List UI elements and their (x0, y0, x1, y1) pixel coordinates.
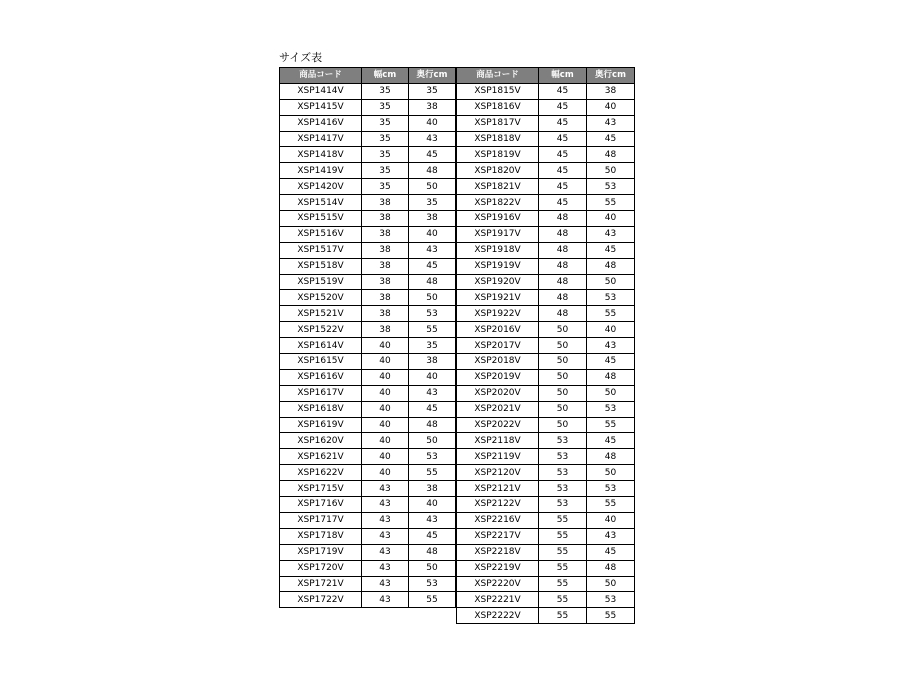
header-depth: 奥行cm (587, 68, 635, 84)
cell-product-code: XSP2221V (457, 592, 539, 608)
cell-product-code: XSP1514V (280, 195, 362, 211)
cell-depth: 55 (587, 497, 635, 513)
table-row (280, 433, 456, 449)
cell-width: 55 (539, 528, 587, 544)
cell-depth: 53 (587, 179, 635, 195)
cell-depth: 40 (587, 211, 635, 227)
cell-depth: 50 (409, 179, 456, 195)
table-row (457, 99, 635, 115)
cell-width: 48 (539, 274, 587, 290)
cell-product-code: XSP1620V (280, 433, 362, 449)
cell-depth: 55 (409, 592, 456, 608)
cell-depth: 55 (409, 465, 456, 481)
table-row (280, 354, 456, 370)
cell-width: 43 (362, 497, 409, 513)
cell-product-code: XSP2118V (457, 433, 539, 449)
cell-depth: 40 (587, 322, 635, 338)
table-row (280, 274, 456, 290)
cell-product-code: XSP2122V (457, 497, 539, 513)
cell-product-code: XSP1716V (280, 497, 362, 513)
cell-width: 43 (362, 544, 409, 560)
cell-product-code: XSP1920V (457, 274, 539, 290)
cell-depth: 45 (587, 131, 635, 147)
cell-product-code: XSP1615V (280, 354, 362, 370)
table-row (457, 131, 635, 147)
cell-product-code: XSP2218V (457, 544, 539, 560)
table-row (280, 179, 456, 195)
cell-product-code: XSP2016V (457, 322, 539, 338)
table-row (280, 338, 456, 354)
cell-width: 45 (539, 115, 587, 131)
header-width: 幅cm (539, 68, 587, 84)
cell-width: 45 (539, 99, 587, 115)
cell-product-code: XSP1720V (280, 560, 362, 576)
cell-width: 50 (539, 401, 587, 417)
cell-width: 40 (362, 354, 409, 370)
table-row (457, 401, 635, 417)
cell-depth: 38 (409, 354, 456, 370)
cell-width: 40 (362, 338, 409, 354)
cell-width: 40 (362, 449, 409, 465)
cell-width: 50 (539, 354, 587, 370)
cell-width: 48 (539, 242, 587, 258)
header-width: 幅cm (362, 68, 409, 84)
cell-depth: 35 (409, 338, 456, 354)
cell-depth: 45 (587, 242, 635, 258)
header-depth: 奥行cm (409, 68, 456, 84)
cell-depth: 43 (587, 115, 635, 131)
cell-width: 55 (539, 592, 587, 608)
cell-depth: 45 (409, 401, 456, 417)
cell-width: 40 (362, 433, 409, 449)
cell-product-code: XSP1815V (457, 83, 539, 99)
table-row (457, 528, 635, 544)
size-table-left (279, 67, 456, 608)
cell-product-code: XSP1419V (280, 163, 362, 179)
cell-product-code: XSP2119V (457, 449, 539, 465)
cell-depth: 43 (587, 226, 635, 242)
cell-width: 35 (362, 99, 409, 115)
cell-width: 53 (539, 433, 587, 449)
cell-depth: 50 (587, 385, 635, 401)
cell-product-code: XSP1819V (457, 147, 539, 163)
cell-depth: 53 (409, 306, 456, 322)
cell-width: 40 (362, 417, 409, 433)
cell-product-code: XSP2120V (457, 465, 539, 481)
cell-product-code: XSP1617V (280, 385, 362, 401)
table-body-right (457, 83, 635, 623)
table-row (280, 306, 456, 322)
table-row (280, 195, 456, 211)
cell-product-code: XSP2220V (457, 576, 539, 592)
cell-depth: 48 (587, 369, 635, 385)
cell-width: 55 (539, 560, 587, 576)
cell-width: 53 (539, 481, 587, 497)
cell-product-code: XSP1414V (280, 83, 362, 99)
cell-product-code: XSP1518V (280, 258, 362, 274)
cell-width: 45 (539, 147, 587, 163)
cell-depth: 43 (409, 385, 456, 401)
cell-width: 48 (539, 226, 587, 242)
cell-product-code: XSP1522V (280, 322, 362, 338)
cell-product-code: XSP1816V (457, 99, 539, 115)
cell-width: 38 (362, 195, 409, 211)
cell-depth: 50 (409, 290, 456, 306)
table-row (280, 131, 456, 147)
cell-depth: 50 (587, 274, 635, 290)
cell-product-code: XSP1822V (457, 195, 539, 211)
table-row (280, 512, 456, 528)
cell-product-code: XSP1517V (280, 242, 362, 258)
cell-product-code: XSP2020V (457, 385, 539, 401)
cell-width: 53 (539, 449, 587, 465)
cell-depth: 53 (409, 449, 456, 465)
table-header-row (457, 68, 635, 84)
table-row (457, 242, 635, 258)
table-row (280, 576, 456, 592)
cell-product-code: XSP1820V (457, 163, 539, 179)
table-row (280, 369, 456, 385)
cell-width: 40 (362, 401, 409, 417)
table-row (280, 290, 456, 306)
cell-width: 50 (539, 417, 587, 433)
cell-width: 50 (539, 338, 587, 354)
cell-width: 38 (362, 226, 409, 242)
cell-width: 45 (539, 179, 587, 195)
cell-width: 50 (539, 385, 587, 401)
size-table-right (456, 67, 635, 624)
cell-product-code: XSP1519V (280, 274, 362, 290)
table-row (457, 592, 635, 608)
cell-product-code: XSP1818V (457, 131, 539, 147)
cell-product-code: XSP1619V (280, 417, 362, 433)
cell-product-code: XSP1719V (280, 544, 362, 560)
cell-width: 38 (362, 322, 409, 338)
cell-depth: 38 (587, 83, 635, 99)
cell-width: 45 (539, 83, 587, 99)
table-row (280, 417, 456, 433)
cell-depth: 38 (409, 211, 456, 227)
table-row (280, 449, 456, 465)
table-row (457, 179, 635, 195)
cell-product-code: XSP2017V (457, 338, 539, 354)
table-row (280, 226, 456, 242)
cell-width: 43 (362, 481, 409, 497)
cell-depth: 45 (409, 258, 456, 274)
table-row (457, 385, 635, 401)
cell-width: 38 (362, 274, 409, 290)
cell-width: 45 (539, 163, 587, 179)
cell-depth: 53 (587, 290, 635, 306)
cell-depth: 45 (587, 544, 635, 560)
cell-width: 38 (362, 242, 409, 258)
cell-width: 53 (539, 465, 587, 481)
table-row (457, 544, 635, 560)
cell-width: 50 (539, 322, 587, 338)
cell-width: 38 (362, 211, 409, 227)
cell-product-code: XSP1416V (280, 115, 362, 131)
cell-depth: 48 (409, 163, 456, 179)
table-row (457, 369, 635, 385)
cell-product-code: XSP2019V (457, 369, 539, 385)
table-row (457, 354, 635, 370)
cell-depth: 55 (587, 417, 635, 433)
table-row (280, 163, 456, 179)
cell-product-code: XSP2217V (457, 528, 539, 544)
table-row (457, 449, 635, 465)
cell-depth: 43 (587, 528, 635, 544)
table-row (457, 258, 635, 274)
table-row (457, 560, 635, 576)
cell-width: 55 (539, 576, 587, 592)
cell-depth: 53 (409, 576, 456, 592)
table-row (280, 401, 456, 417)
table-row (280, 481, 456, 497)
cell-product-code: XSP1918V (457, 242, 539, 258)
cell-width: 35 (362, 131, 409, 147)
table-row (457, 433, 635, 449)
table-row (280, 560, 456, 576)
cell-product-code: XSP2219V (457, 560, 539, 576)
cell-width: 55 (539, 512, 587, 528)
cell-width: 45 (539, 195, 587, 211)
cell-depth: 55 (587, 306, 635, 322)
cell-width: 35 (362, 147, 409, 163)
cell-depth: 45 (587, 433, 635, 449)
cell-depth: 40 (409, 369, 456, 385)
cell-depth: 48 (409, 274, 456, 290)
cell-product-code: XSP1721V (280, 576, 362, 592)
table-row (457, 512, 635, 528)
cell-depth: 38 (409, 481, 456, 497)
cell-product-code: XSP1715V (280, 481, 362, 497)
table-row (280, 147, 456, 163)
cell-product-code: XSP2018V (457, 354, 539, 370)
cell-product-code: XSP1616V (280, 369, 362, 385)
cell-depth: 45 (587, 354, 635, 370)
cell-depth: 43 (409, 131, 456, 147)
cell-width: 48 (539, 306, 587, 322)
cell-product-code: XSP1521V (280, 306, 362, 322)
table-row (457, 226, 635, 242)
header-product-code: 商品コード (280, 68, 362, 84)
cell-product-code: XSP1916V (457, 211, 539, 227)
page-title: サイズ表 (279, 51, 323, 64)
cell-width: 43 (362, 592, 409, 608)
cell-width: 35 (362, 163, 409, 179)
table-row (280, 83, 456, 99)
cell-width: 38 (362, 306, 409, 322)
cell-product-code: XSP1917V (457, 226, 539, 242)
table-row (457, 306, 635, 322)
cell-depth: 48 (587, 449, 635, 465)
cell-width: 38 (362, 258, 409, 274)
cell-depth: 53 (587, 401, 635, 417)
cell-product-code: XSP1817V (457, 115, 539, 131)
table-row (457, 195, 635, 211)
cell-product-code: XSP1614V (280, 338, 362, 354)
cell-depth: 45 (409, 147, 456, 163)
cell-depth: 55 (587, 608, 635, 624)
cell-depth: 40 (409, 226, 456, 242)
cell-depth: 48 (587, 258, 635, 274)
table-row (457, 576, 635, 592)
cell-width: 48 (539, 211, 587, 227)
table-row (280, 465, 456, 481)
table-row (280, 115, 456, 131)
cell-depth: 55 (409, 322, 456, 338)
table-row (280, 322, 456, 338)
cell-depth: 50 (587, 163, 635, 179)
cell-depth: 40 (587, 512, 635, 528)
cell-width: 50 (539, 369, 587, 385)
cell-width: 43 (362, 512, 409, 528)
table-header-row (280, 68, 456, 84)
cell-depth: 40 (409, 115, 456, 131)
table-row (457, 274, 635, 290)
cell-depth: 38 (409, 99, 456, 115)
cell-product-code: XSP1717V (280, 512, 362, 528)
cell-product-code: XSP2021V (457, 401, 539, 417)
cell-product-code: XSP2216V (457, 512, 539, 528)
cell-depth: 48 (409, 544, 456, 560)
cell-product-code: XSP1821V (457, 179, 539, 195)
table-row (280, 258, 456, 274)
cell-product-code: XSP1415V (280, 99, 362, 115)
cell-depth: 50 (587, 465, 635, 481)
table-row (457, 147, 635, 163)
cell-product-code: XSP1516V (280, 226, 362, 242)
cell-depth: 53 (587, 592, 635, 608)
cell-width: 43 (362, 528, 409, 544)
cell-product-code: XSP1922V (457, 306, 539, 322)
cell-depth: 45 (409, 528, 456, 544)
cell-product-code: XSP1919V (457, 258, 539, 274)
table-row (457, 83, 635, 99)
cell-width: 45 (539, 131, 587, 147)
cell-product-code: XSP2121V (457, 481, 539, 497)
cell-product-code: XSP2022V (457, 417, 539, 433)
cell-depth: 53 (587, 481, 635, 497)
cell-product-code: XSP1417V (280, 131, 362, 147)
cell-width: 35 (362, 179, 409, 195)
cell-depth: 50 (409, 560, 456, 576)
table-row (280, 99, 456, 115)
cell-product-code: XSP1622V (280, 465, 362, 481)
cell-product-code: XSP1515V (280, 211, 362, 227)
cell-width: 55 (539, 608, 587, 624)
cell-depth: 48 (587, 147, 635, 163)
table-body-left (280, 83, 456, 607)
cell-depth: 43 (409, 512, 456, 528)
cell-product-code: XSP1418V (280, 147, 362, 163)
cell-width: 38 (362, 290, 409, 306)
cell-width: 40 (362, 369, 409, 385)
cell-width: 48 (539, 258, 587, 274)
cell-product-code: XSP1718V (280, 528, 362, 544)
table-row (457, 608, 635, 624)
cell-depth: 35 (409, 83, 456, 99)
table-row (457, 322, 635, 338)
table-row (280, 544, 456, 560)
cell-product-code: XSP1921V (457, 290, 539, 306)
table-row (457, 211, 635, 227)
cell-depth: 50 (587, 576, 635, 592)
cell-product-code: XSP1618V (280, 401, 362, 417)
table-row (457, 481, 635, 497)
table-row (280, 592, 456, 608)
cell-product-code: XSP1420V (280, 179, 362, 195)
header-product-code: 商品コード (457, 68, 539, 84)
table-row (457, 115, 635, 131)
table-row (280, 385, 456, 401)
table-row (457, 465, 635, 481)
cell-depth: 43 (409, 242, 456, 258)
table-row (457, 338, 635, 354)
cell-width: 43 (362, 560, 409, 576)
cell-width: 40 (362, 385, 409, 401)
cell-product-code: XSP1722V (280, 592, 362, 608)
table-row (280, 211, 456, 227)
table-row (457, 163, 635, 179)
cell-depth: 55 (587, 195, 635, 211)
cell-width: 35 (362, 83, 409, 99)
cell-width: 40 (362, 465, 409, 481)
cell-width: 35 (362, 115, 409, 131)
table-row (280, 528, 456, 544)
cell-depth: 35 (409, 195, 456, 211)
table-row (457, 290, 635, 306)
cell-product-code: XSP1520V (280, 290, 362, 306)
cell-width: 43 (362, 576, 409, 592)
table-row (280, 242, 456, 258)
cell-product-code: XSP1621V (280, 449, 362, 465)
cell-depth: 48 (409, 417, 456, 433)
table-row (280, 497, 456, 513)
table-row (457, 497, 635, 513)
cell-depth: 40 (409, 497, 456, 513)
cell-product-code: XSP2222V (457, 608, 539, 624)
cell-depth: 48 (587, 560, 635, 576)
cell-depth: 40 (587, 99, 635, 115)
cell-width: 55 (539, 544, 587, 560)
cell-depth: 50 (409, 433, 456, 449)
table-row (457, 417, 635, 433)
cell-width: 48 (539, 290, 587, 306)
cell-depth: 43 (587, 338, 635, 354)
cell-width: 53 (539, 497, 587, 513)
